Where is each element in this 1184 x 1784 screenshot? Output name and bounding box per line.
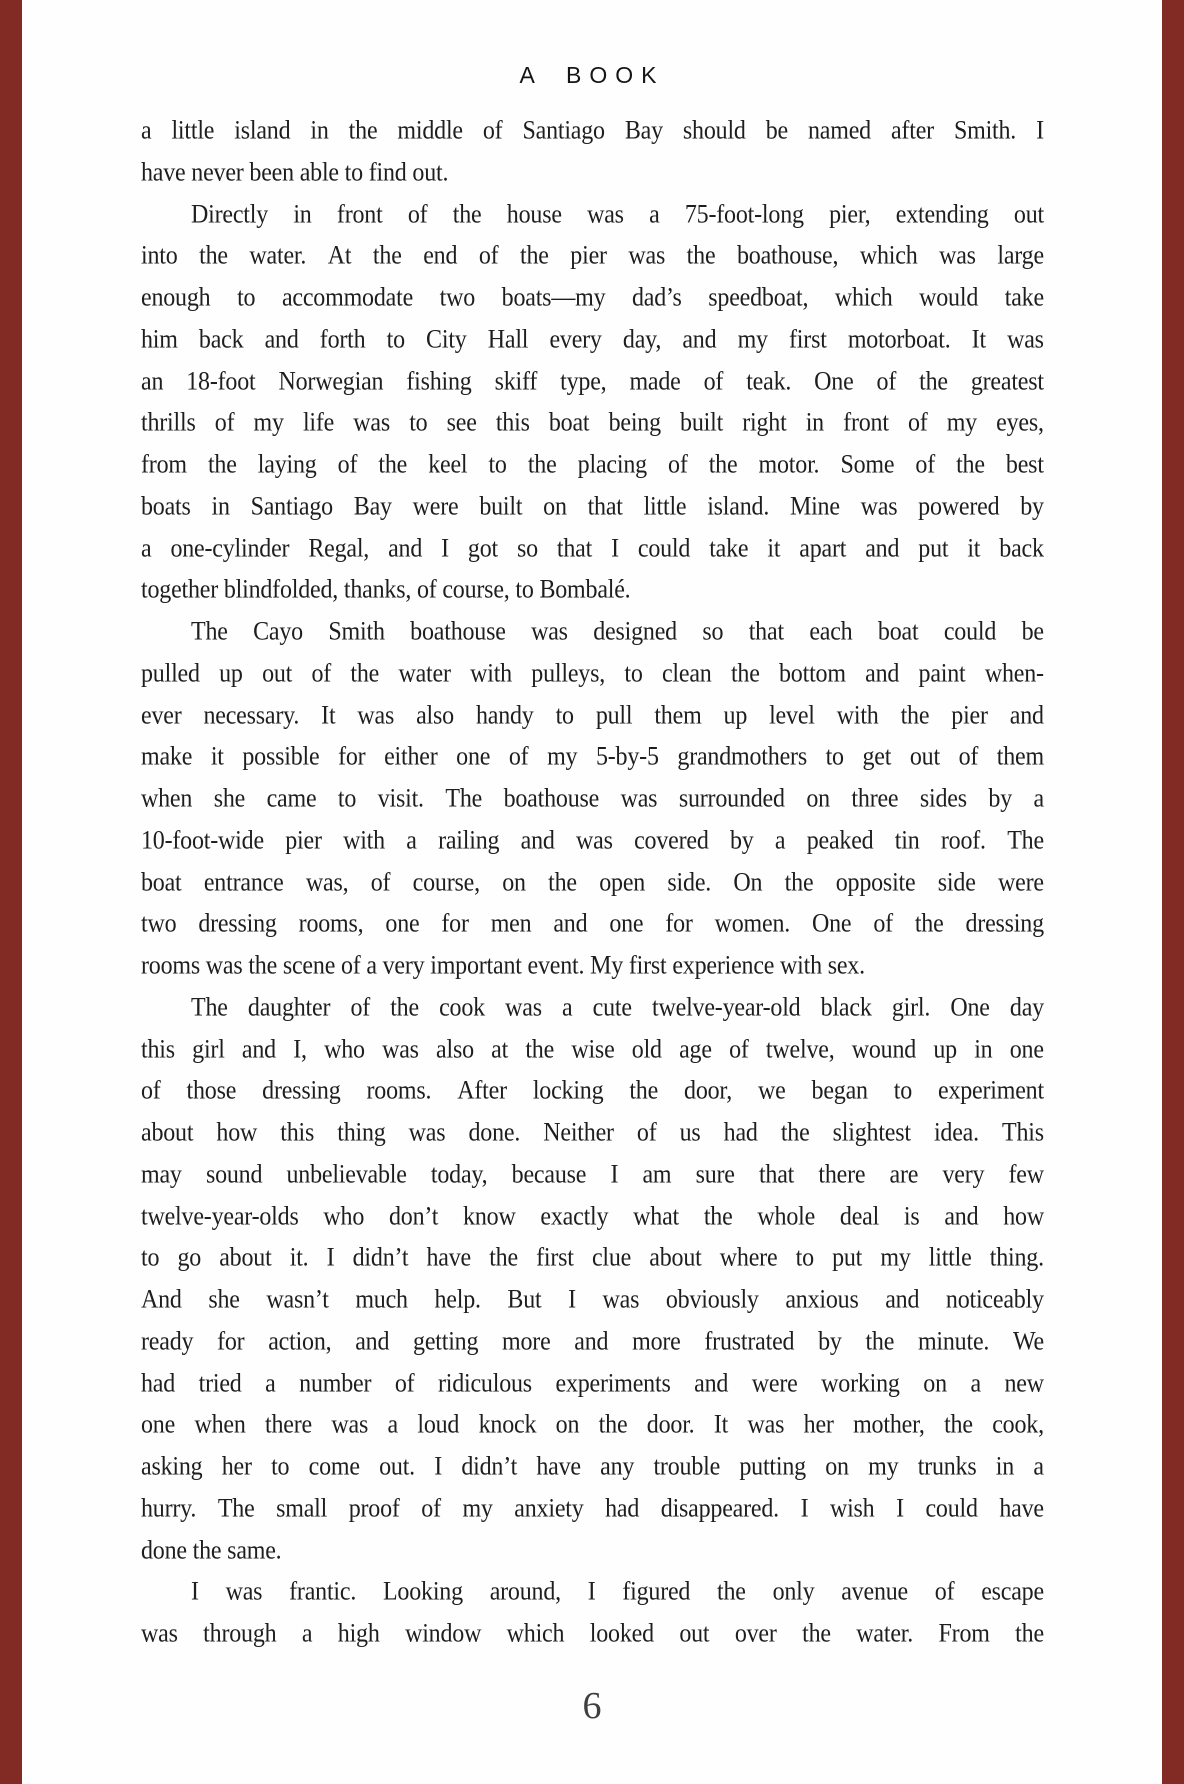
text-line: twelve-year-olds who don’t know exactly what the whole deal is and how [141,1202,1044,1231]
text-line: boat entrance was, of course, on the open side. On the opposite side were [141,868,1044,897]
text-line: The daughter of the cook was a cute twelve-year-old black girl. One day [191,993,1044,1022]
text-line: a little island in the middle of Santiago Bay should be named after Smith. I [141,116,1044,146]
text-line: ever necessary. It was also handy to pull them up level with the pier and [141,701,1044,730]
text-line: enough to accommodate two boats—my dad’s speedboat, which would take [141,283,1044,313]
text-line: I was frantic. Looking around, I figured the only avenue of escape [191,1577,1044,1607]
text-line: rooms was the scene of a very important event. My first experience with sex. [141,951,865,981]
text-line: of those dressing rooms. After locking the door, we began to experiment [141,1076,1044,1106]
text-line: to go about it. I didn’t have the first clue about where to put my little thing. [141,1243,1044,1273]
text-line: may sound unbelievable today, because I am sure that there are very few [141,1160,1044,1189]
text-line: had tried a number of ridiculous experiments and were working on a new [141,1369,1044,1398]
text-line: And she wasn’t much help. But I was obviously anxious and noticeably [141,1285,1044,1315]
book-cover-edge-right [1162,0,1184,1784]
body-text [141,111,1044,1656]
page-number: 6 [582,1685,602,1727]
text-line: ready for action, and getting more and more frustrated by the minute. We [141,1327,1044,1356]
book-cover-edge-left [0,0,22,1784]
text-line: into the water. At the end of the pier was the boathouse, which was large [141,241,1044,271]
running-header: A BOOK [519,62,665,88]
text-line: two dressing rooms, one for men and one for women. One of the dressing [141,909,1044,939]
text-line: The Cayo Smith boathouse was designed so that each boat could be [191,617,1044,647]
text-line: asking her to come out. I didn’t have any trouble putting on my trunks in a [141,1452,1044,1482]
text-line: boats in Santiago Bay were built on that little island. Mine was powered by [141,492,1044,521]
text-line: about how this thing was done. Neither of us had the slightest idea. This [141,1118,1044,1148]
text-line: 10-foot-wide pier with a railing and was covered by a peaked tin roof. The [141,826,1044,855]
text-line: was through a high window which looked out over the water. From the [141,1619,1044,1649]
text-line: one when there was a loud knock on the door. It was her mother, the cook, [141,1410,1044,1440]
text-line: when she came to visit. The boathouse was surrounded on three sides by a [141,784,1044,814]
text-line: done the same. [141,1536,282,1565]
text-line: have never been able to find out. [141,158,449,187]
text-line: make it possible for either one of my 5-by-5 grandmothers to get out of them [141,742,1044,772]
text-line: a one-cylinder Regal, and I got so that I could take it apart and put it back [141,534,1044,563]
text-line: this girl and I, who was also at the wise old age of twelve, wound up in one [141,1035,1044,1064]
text-line: him back and forth to City Hall every day, and my first motorboat. It was [141,325,1044,354]
text-line: pulled up out of the water with pulleys, to clean the bottom and paint when- [141,659,1044,688]
text-line: Directly in front of the house was a 75-foot-long pier, extending out [191,200,1044,229]
text-line: an 18-foot Norwegian fishing skiff type, made of teak. One of the greatest [141,367,1044,396]
text-line: hurry. The small proof of my anxiety had disappeared. I wish I could have [141,1494,1044,1523]
text-line: from the laying of the keel to the placing of the motor. Some of the best [141,450,1044,480]
text-line: thrills of my life was to see this boat being built right in front of my eyes, [141,408,1044,438]
text-line: together blindfolded, thanks, of course, to Bombalé. [141,575,631,605]
